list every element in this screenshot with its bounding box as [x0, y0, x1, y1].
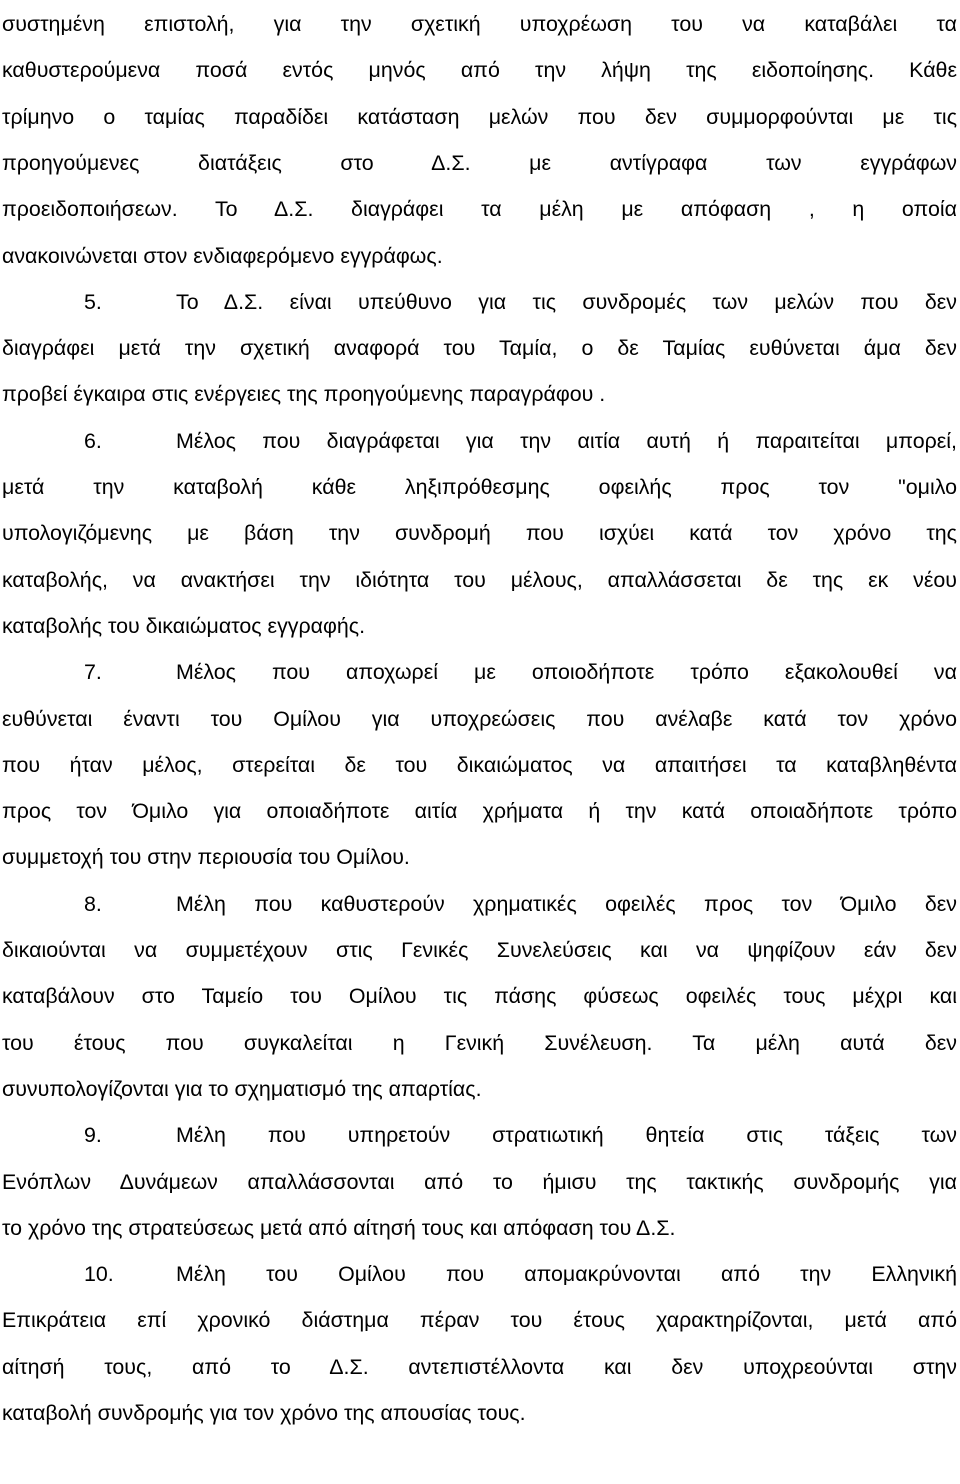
paragraph-first-line-text: Μέλη που καθυστερούν χρηματικές οφειλές προς τον Όμιλο δεν	[176, 891, 957, 916]
numbered-paragraph-line	[2, 1111, 957, 1159]
text-line: συμμετοχή του στην περιουσία του Ομίλου.	[2, 845, 410, 870]
text-line: καταβολή συνδρομής για τον χρόνο της απουσίας τους.	[2, 1401, 526, 1425]
text-line: προειδοποιήσεων. Το Δ.Σ. διαγράφει τα μέλη με απόφαση , η οποία	[2, 197, 957, 222]
paragraph-first-line-text: Μέλος που αποχωρεί με οποιοδήποτε τρόπο εξακολουθεί να	[176, 660, 957, 685]
text-line: μετά την καταβολή κάθε ληξιπρόθεσμης οφειλής προς τον "ομιλο	[2, 475, 957, 499]
text-line: συστημένη επιστολή, για την σχετική υποχρέωση του να καταβάλει τα	[2, 12, 957, 36]
text-line: Ενόπλων Δυνάμεων απαλλάσσονται από το ήμισυ της τακτικής συνδρομής για	[2, 1169, 957, 1194]
paragraph-first-line-text: Μέλη που υπηρετούν στρατιωτική θητεία στις τάξεις των	[176, 1123, 957, 1148]
text-line: καταβάλουν στο Ταμείο του Ομίλου τις πάσης φύσεως οφειλές τους μέχρι και	[2, 984, 957, 1009]
paragraph-number: 8.	[84, 891, 102, 916]
numbered-paragraph-line	[2, 1250, 957, 1298]
text-line: προβεί έγκαιρα στις ενέργειες της προηγούμενης παραγράφου .	[2, 382, 606, 407]
text-line: Επικράτεια επί χρονικό διάστημα πέραν του έτους χαρακτηρίζονται, μετά από	[2, 1308, 957, 1333]
text-line: του έτους που συγκαλείται η Γενική Συνέλευση. Τα μέλη αυτά δεν	[2, 1030, 957, 1055]
text-line: καταβολής, να ανακτήσει την ιδιότητα του μέλους, απαλλάσσεται δε της εκ νέου	[2, 567, 957, 592]
text-line: συνυπολογίζονται για το σχηματισμό της απαρτίας.	[2, 1076, 482, 1101]
text-line: το χρόνο της στρατεύσεως μετά από αίτησή τους και απόφαση του Δ.Σ.	[2, 1215, 676, 1240]
paragraph-first-line-text: Μέλος που διαγράφεται για την αιτία αυτή ή παραιτείται μπορεί,	[176, 428, 957, 453]
numbered-paragraph-line	[2, 648, 957, 696]
text-line: καταβολής του δικαιώματος εγγραφής.	[2, 613, 366, 638]
paragraph-number: 6.	[84, 428, 102, 453]
paragraph-number: 10.	[84, 1262, 114, 1287]
numbered-paragraph-line	[2, 417, 957, 465]
paragraph-number: 7.	[84, 660, 102, 685]
text-line: τρίμηνο ο ταμίας παραδίδει κατάσταση μελών που δεν συμμορφούνται με τις	[2, 104, 957, 129]
text-line: που ήταν μέλος, στερείται δε του δικαιώματος να απαιτήσει τα καταβληθέντα	[2, 752, 957, 777]
paragraph-first-line-text: Μέλη του Ομίλου που απομακρύνονται από την Ελληνική	[176, 1262, 957, 1287]
paragraph-number: 5.	[84, 289, 102, 314]
text-line: ανακοινώνεται στον ενδιαφερόμενο εγγράφως.	[2, 243, 443, 268]
paragraph-number: 9.	[84, 1123, 102, 1148]
paragraph-first-line-text: Το Δ.Σ. είναι υπεύθυνο για τις συνδρομές των μελών που δεν	[176, 289, 957, 314]
text-line: ευθύνεται έναντι του Ομίλου για υποχρεώσεις που ανέλαβε κατά τον χρόνο	[2, 706, 957, 731]
text-line: δικαιούνται να συμμετέχουν στις Γενικές Συνελεύσεις και να ψηφίζουν εάν δεν	[2, 938, 957, 962]
text-line: αίτησή τους, από το Δ.Σ. αντεπιστέλλοντα και δεν υποχρεούνται στην	[2, 1354, 957, 1379]
text-line: καθυστερούμενα ποσά εντός μηνός από την λήψη της ειδοποίησης. Κάθε	[2, 58, 957, 83]
text-line: διαγράφει μετά την σχετική αναφορά του Ταμία, ο δε Ταμίας ευθύνεται άμα δεν	[2, 336, 957, 361]
text-line: προς τον Όμιλο για οποιαδήποτε αιτία χρήματα ή την κατά οποιαδήποτε τρόπο	[2, 799, 957, 824]
numbered-paragraph-line	[2, 880, 957, 928]
numbered-paragraph-line	[2, 278, 957, 326]
text-line: υπολογιζόμενης με βάση την συνδρομή που ισχύει κατά τον χρόνο της	[2, 521, 957, 546]
text-line: προηγούμενες διατάξεις στο Δ.Σ. με αντίγραφα των εγγράφων	[2, 150, 957, 175]
